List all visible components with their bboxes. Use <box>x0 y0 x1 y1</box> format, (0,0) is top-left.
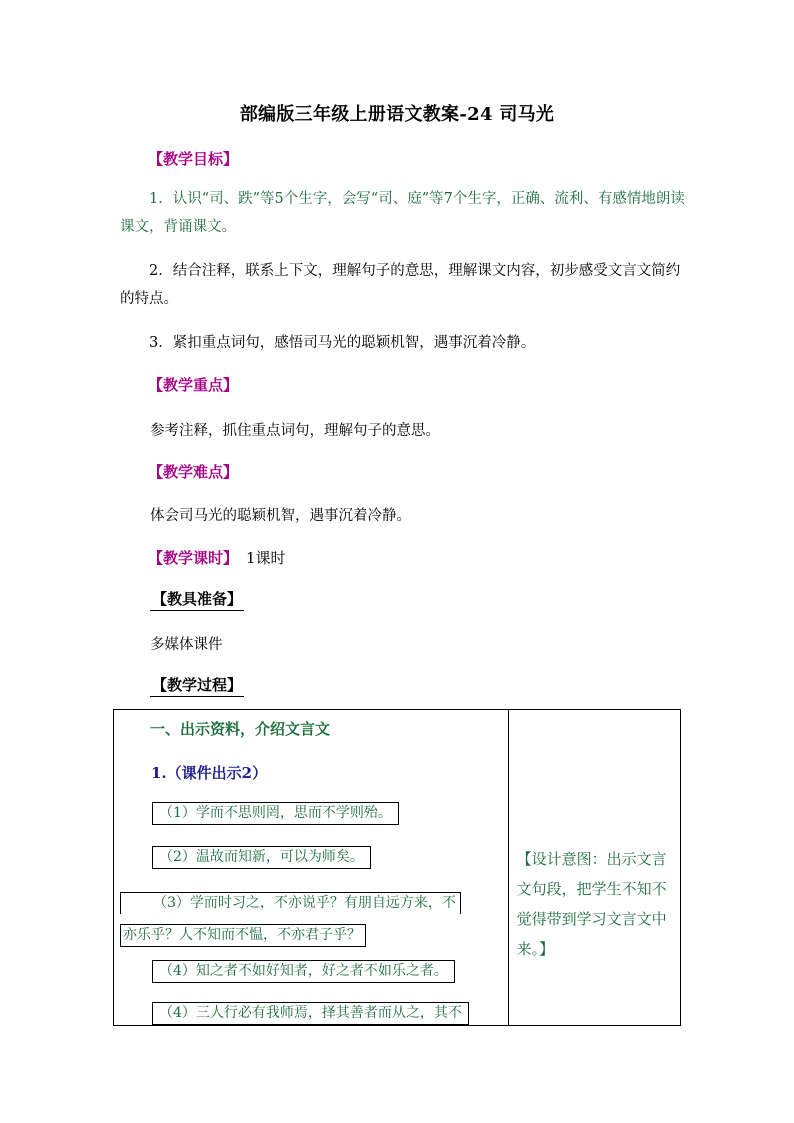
difficulties-text: 体会司马光的聪颖机智，遇事沉着冷静。 <box>150 508 411 524</box>
objectives-heading: 【教学目标】 <box>148 150 239 168</box>
process-heading: 【教学过程】 <box>150 676 244 697</box>
quote-line-1: （1）学而不思则罔，思而不学则殆。 <box>152 802 399 825</box>
design-note-cell <box>508 710 680 1026</box>
key-points-heading: 【教学重点】 <box>148 376 239 394</box>
objective-3: 3．紧扣重点词句，感悟司马光的聪颖机智，遇事沉着冷静。 <box>149 335 536 351</box>
objective-1: 1．认识“司、跌”等5个生字，会写“司、庭”等7个生字，正确、流利、有感情地朗读课文，背诵课文。 <box>120 191 685 235</box>
step-title: 一、出示资料，介绍文言文 <box>150 720 331 738</box>
quote-line-4: （4）知之者不如好知者，好之者不如乐之者。 <box>152 960 455 983</box>
quote-line-5: （4）三人行必有我师焉，择其善者而从之，其不 <box>152 1002 469 1025</box>
objective-2: 2．结合注释，联系上下文，理解句子的意思，理解课文内容，初步感受文言文简约的特点。 <box>120 263 681 307</box>
class-hours-label: 【教学课时】 <box>148 549 239 567</box>
page-title: 部编版三年级上册语文教案-24 司马光 <box>239 104 555 125</box>
step-subtitle: 1.（课件出示2） <box>151 764 268 782</box>
process-content-cell <box>114 710 509 1026</box>
class-hours-heading <box>148 547 286 568</box>
difficulties-heading: 【教学难点】 <box>148 463 239 481</box>
tools-text: 多媒体课件 <box>150 637 223 653</box>
design-note: 【设计意图：出示文言文句段，把学生不知不觉得带到学习文言文中来。】 <box>516 850 667 958</box>
tools-heading: 【教具准备】 <box>150 590 244 611</box>
quote-line-3b: 亦乐乎？人不知而不愠，不亦君子乎？ <box>120 924 366 947</box>
quote-line-3a: （3）学而时习之，不亦说乎？有朋自远方来，不 <box>120 892 461 914</box>
quote-line-3-block <box>120 888 504 950</box>
quote-line-2: （2）温故而知新，可以为师矣。 <box>152 846 371 869</box>
key-points-text: 参考注释，抓住重点词句，理解句子的意思。 <box>150 423 440 439</box>
process-table <box>113 709 681 1026</box>
class-hours-value: 1课时 <box>246 549 286 567</box>
